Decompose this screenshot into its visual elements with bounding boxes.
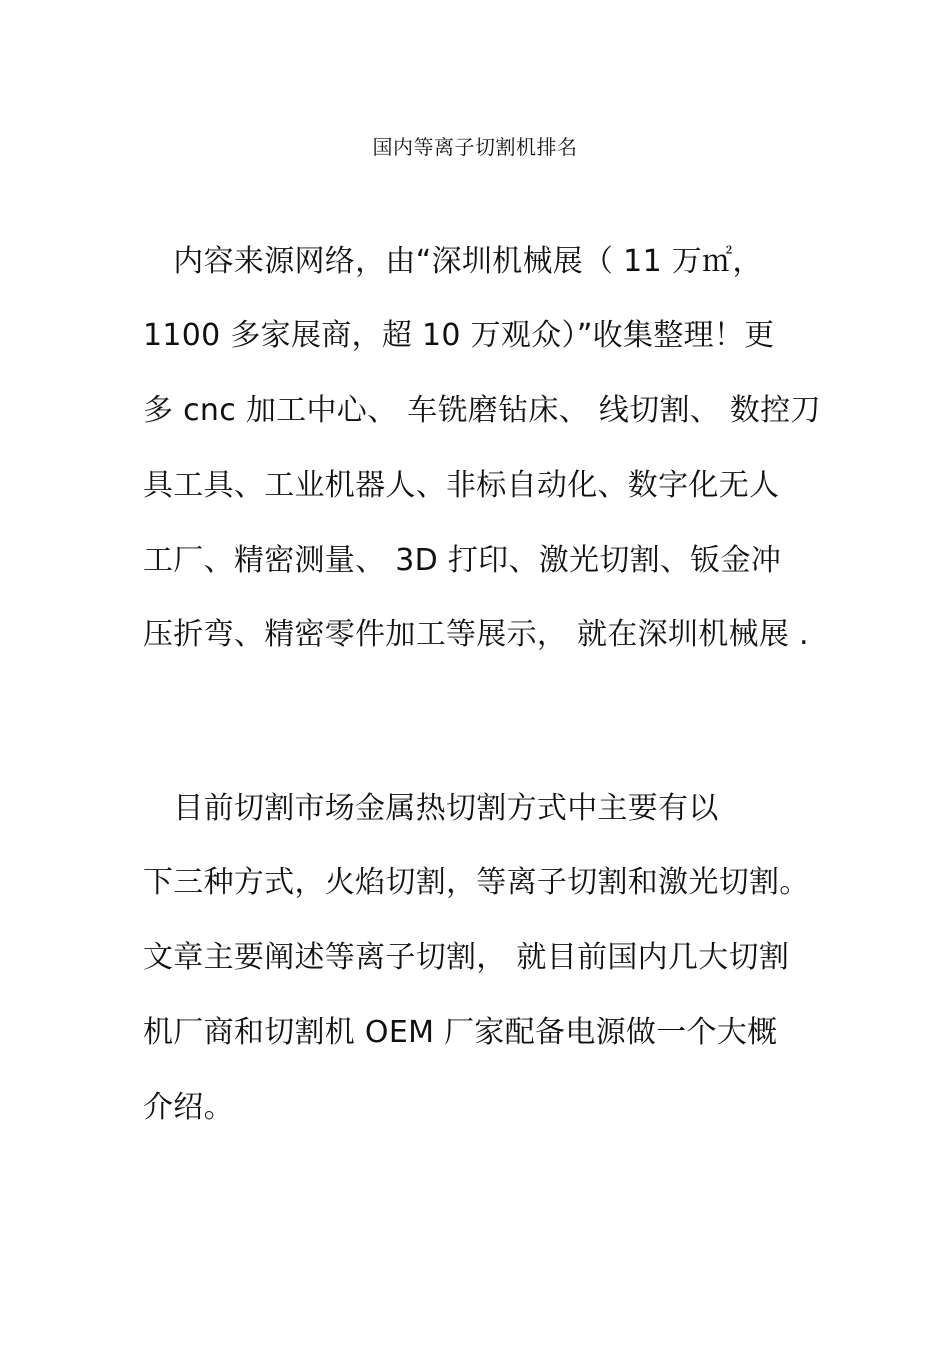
text-line: 文章主要阐述等离子切割， 就目前国内几大切割	[143, 940, 790, 975]
text-line: 1100 多家展商，超 10 万观众）”收集整理！更	[143, 318, 775, 353]
text-line: 机厂商和切割机 OEM 厂家配备电源做一个大概	[143, 1015, 778, 1050]
page-title: 国内等离子切割机排名	[372, 135, 578, 159]
text-line: 压折弯、精密零件加工等展示， 就在深圳机械展 .	[143, 617, 809, 652]
text-line: 内容来源网络，由“深圳机械展（ 11 万㎡，	[143, 244, 763, 279]
text-line: 介绍。	[143, 1090, 234, 1125]
text-line: 工厂、精密测量、 3D 打印、激光切割、钣金冲	[143, 543, 782, 578]
text-line: 多 cnc 加工中心、 车铣磨钻床、 线切割、 数控刀	[143, 393, 821, 428]
text-line: 目前切割市场金属热切割方式中主要有以	[143, 791, 719, 826]
text-line: 下三种方式，火焰切割，等离子切割和激光切割。	[143, 865, 810, 900]
text-line: 具工具、工业机器人、非标自动化、数字化无人	[143, 468, 780, 503]
